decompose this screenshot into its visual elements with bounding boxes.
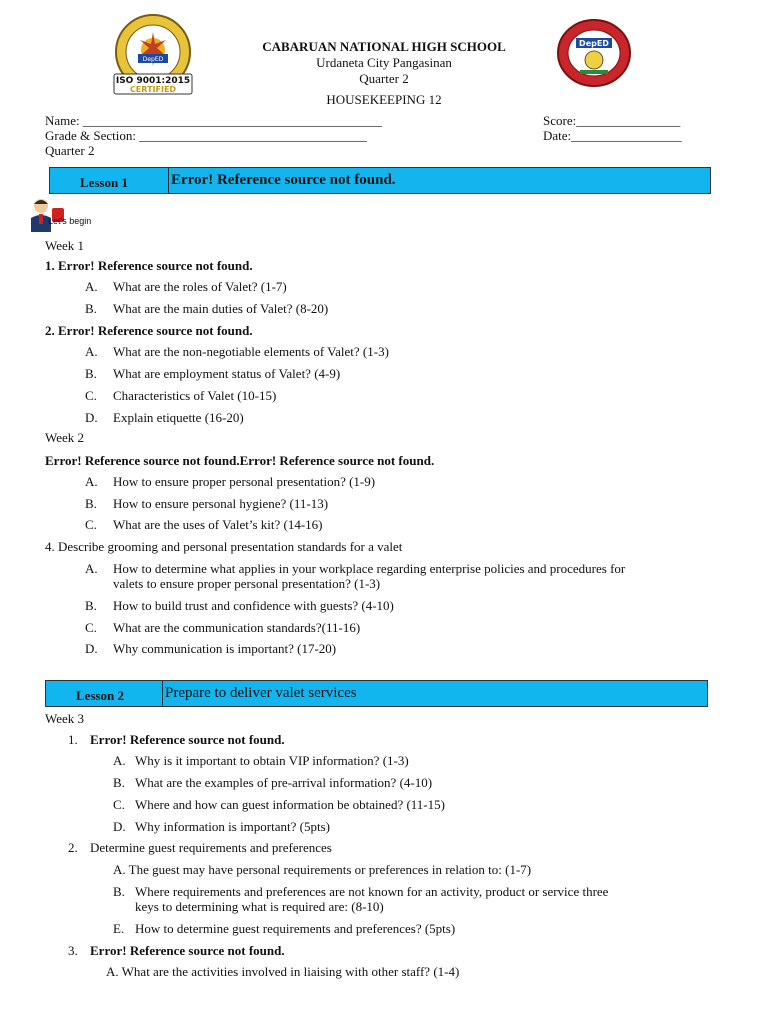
svg-text:DepED: DepED (579, 39, 609, 48)
lesson-2-label: Lesson 2 (76, 688, 125, 703)
lesson-2-title: Prepare to deliver valet services (162, 681, 705, 706)
svg-text:CERTIFIED: CERTIFIED (129, 85, 177, 94)
lets-begin-label: Let's begin (48, 216, 92, 226)
date-field: Date:_________________ (543, 128, 682, 143)
week-2-item-4: 4. Describe grooming and personal presentation standards for a valet (45, 539, 403, 554)
lesson-2-bar (45, 680, 708, 707)
week-2-item-3: Error! Reference source not found.Error! Reference source not found. (45, 453, 435, 468)
list-item: A. The guest may have personal requirements or preferences in relation to: (1-7) (113, 862, 532, 877)
header-quarter: Quarter 2 (359, 71, 409, 86)
name-field: Name: ______________________________________________ (45, 113, 382, 128)
svg-text:ISO 9001:2015: ISO 9001:2015 (115, 76, 191, 86)
lesson-1-label: Lesson 1 (80, 175, 129, 190)
form-quarter: Quarter 2 (45, 143, 95, 158)
week-3-heading: Week 3 (45, 711, 85, 726)
school-name: CABARUAN NATIONAL HIGH SCHOOL (262, 39, 506, 54)
subject-title: HOUSEKEEPING 12 (326, 92, 442, 107)
school-location: Urdaneta City Pangasinan (316, 55, 452, 70)
list-item: A. What are the activities involved in liaising with other staff? (1-4) (106, 964, 460, 979)
week-1-item-2: 2. Error! Reference source not found. (45, 323, 253, 338)
week-1-heading: Week 1 (45, 238, 85, 253)
teacher-avatar-icon (28, 196, 68, 232)
week-2-heading: Week 2 (45, 430, 85, 445)
svg-text:DepED: DepED (142, 56, 164, 63)
score-field: Score:________________ (543, 113, 681, 128)
week-1-item-1: 1. Error! Reference source not found. (45, 258, 253, 273)
lesson-1-bar (49, 167, 711, 194)
grade-section-field: Grade & Section: ___________________________________ (45, 128, 367, 143)
lesson-1-title: Error! Reference source not found. (168, 168, 711, 193)
